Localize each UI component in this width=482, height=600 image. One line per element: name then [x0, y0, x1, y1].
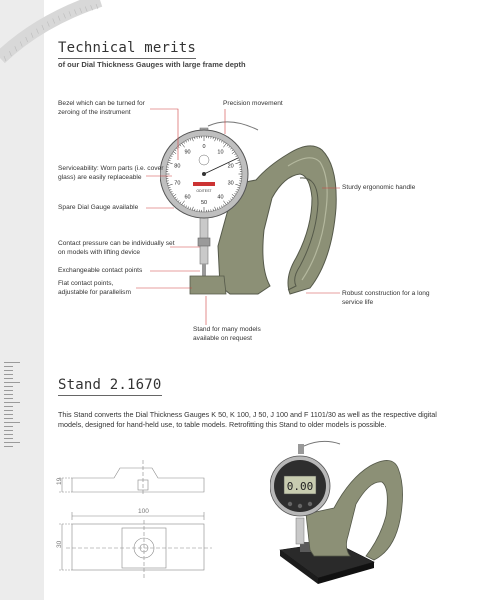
digital-display-readout: 0.00 [286, 480, 314, 493]
annotation-serviceability: Serviceability: Worn parts (i.e. cover glass) are easily replaceable [58, 165, 164, 181]
section-heading-technical-merits: Technical merits [58, 40, 196, 56]
annotation-exchangeable-points: Exchangeable contact points [58, 267, 143, 274]
annotation-handle: Sturdy ergonomic handle [342, 184, 416, 191]
stand-description: This Stand converts the Dial Thickness Gauges K 50, K 100, J 50, J 100 and F 1101/30 as well as the respective digital models, designed for hand-held use, to table models. Retrofitting this Stand to older models is possible. [58, 410, 437, 430]
dimension-width-label: 100 [138, 508, 149, 515]
digital-button-center [298, 504, 302, 508]
annotation-precision: Precision movement [223, 100, 283, 107]
heading-underline [58, 395, 162, 396]
dial-brand-label: ODITEST [196, 189, 212, 193]
dial-number: 50 [200, 200, 208, 206]
annotation-flat-points: Flat contact points, adjustable for parallelism [58, 280, 131, 296]
annotation-robust: Robust construction for a long service life [342, 290, 430, 306]
dial-number: 10 [217, 149, 224, 156]
stand-technical-drawing [54, 456, 224, 586]
dial-number: 30 [227, 180, 234, 187]
annotation-contact-pressure: Contact pressure can be individually set on models with lifting device [58, 240, 175, 256]
dial-number: 20 [227, 163, 234, 170]
digital-button-left [288, 502, 292, 506]
dial-number: 60 [184, 194, 191, 201]
annotation-stand-models: Stand for many models available on request [193, 326, 261, 342]
dial-number: 40 [217, 194, 224, 201]
digital-gauge-on-stand-illustration [270, 438, 410, 586]
annotation-spare-gauge: Spare Dial Gauge available [58, 204, 139, 211]
section-subheading: of our Dial Thickness Gauges with large frame depth [58, 60, 246, 69]
dial-number: 70 [174, 180, 181, 187]
dial-number: 0 [202, 144, 206, 150]
dial-number: 80 [174, 163, 181, 170]
annotation-bezel: Bezel which can be turned for zeroing of the instrument [58, 100, 145, 116]
dial-number: 90 [184, 149, 191, 156]
section-heading-stand: Stand 2.1670 [58, 377, 162, 393]
digital-button-right [308, 502, 312, 506]
dimension-depth-label: 30 [56, 540, 63, 548]
dimension-height-label: 19 [56, 477, 63, 485]
